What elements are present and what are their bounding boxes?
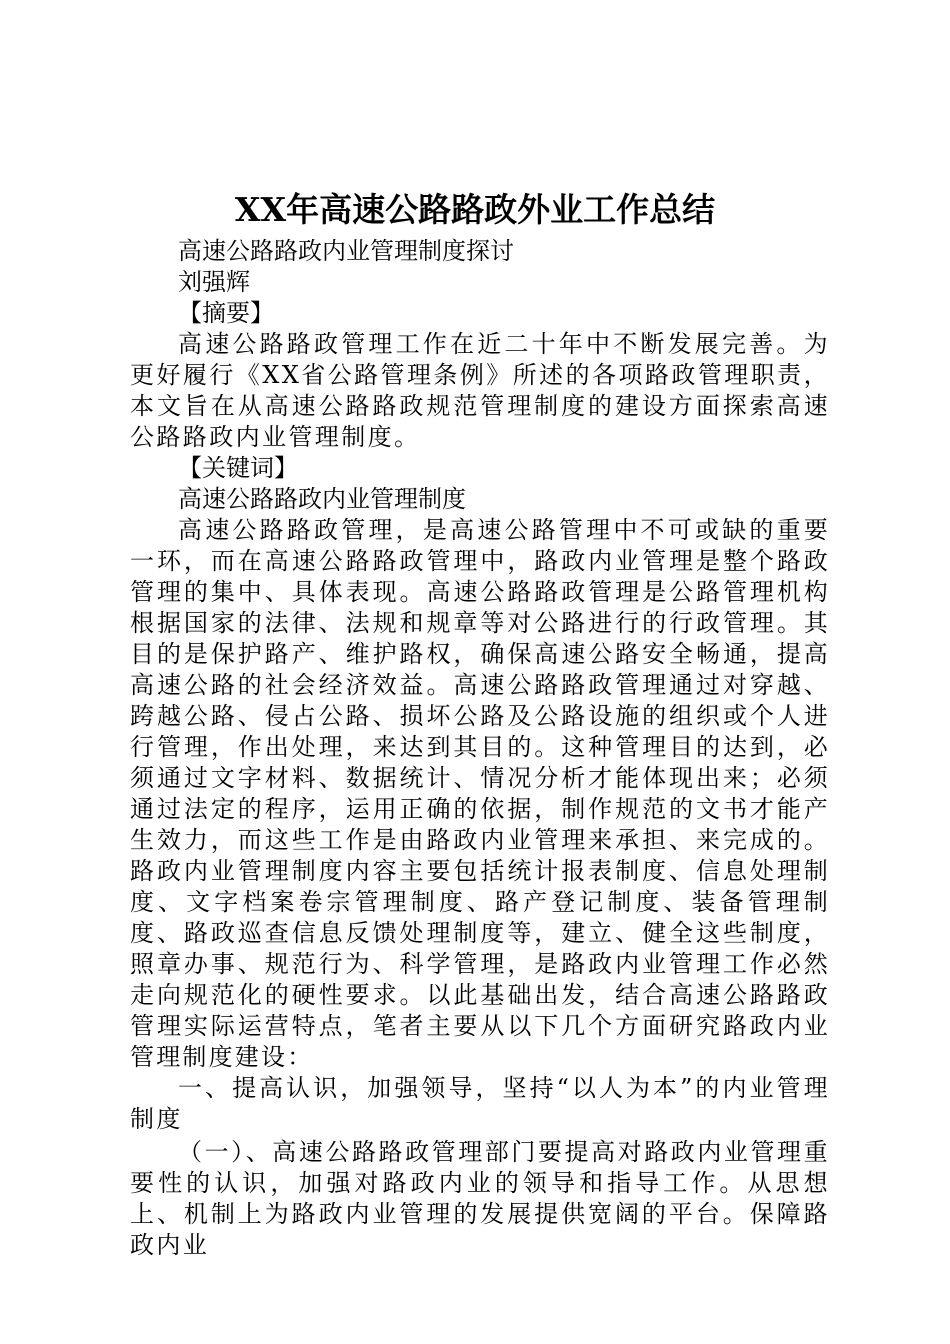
keywords-text: 高速公路路政内业管理制度 xyxy=(178,485,466,513)
abstract-paragraph: 高速公路路政管理工作在近二十年中不断发展完善。为更好履行《XX省公路管理条例》所述的各项路政管理职责，本文旨在从高速公路路政规范管理制度的建设方面探索高速公路路政内业管理制度。 xyxy=(130,330,830,451)
section-item-paragraph: （一）、高速公路路政管理部门要提高对路政内业管理重要性的认识，加强对路政内业的领导和指导工作。从思想上、机制上为路政内业管理的发展提供宽阔的平台。保障路政内业 xyxy=(130,1138,830,1259)
document-author: 刘强辉 xyxy=(178,268,250,296)
abstract-heading: 【摘要】 xyxy=(178,299,274,327)
keywords-heading: 【关键词】 xyxy=(178,454,298,482)
document-title: XX年高速公路路政外业工作总结 xyxy=(234,190,716,229)
section-heading: 一、提高认识，加强领导，坚持“以人为本”的内业管理制度 xyxy=(130,1074,830,1133)
document-subtitle: 高速公路路政内业管理制度探讨 xyxy=(178,237,514,265)
intro-paragraph: 高速公路路政管理，是高速公路管理中不可或缺的重要一环，而在高速公路路政管理中，路政内业管理是整个路政管理的集中、具体表现。高速公路路政管理是公路管理机构根据国家的法律、法规和规章等对公路进行的行政管理。其目的是保护路产、维护路权，确保高速公路安全畅通，提高高速公路的社会经济效益。高速公路路政管理通过对穿越、跨越公路、侵占公路、损坏公路及公路设施的组织或个人进行管理，作出处理，来达到其目的。这种管理目的达到，必须通过文字材料、数据统计、情况分析才能体现出来；必须通过法定的程序，运用正确的依据，制作规范的文书才能产生效力，而这些工作是由路政内业管理来承担、来完成的。路政内业管理制度内容主要包括统计报表制度、信息处理制度、文字档案卷宗管理制度、路产登记制度、装备管理制度、路政巡查信息反馈处理制度等，建立、健全这些制度，照章办事、规范行为、科学管理，是路政内业管理工作必然走向规范化的硬性要求。以此基础出发，结合高速公路路政管理实际运营特点，笔者主要从以下几个方面研究路政内业管理制度建设： xyxy=(130,516,830,1071)
document-body xyxy=(130,236,830,1261)
